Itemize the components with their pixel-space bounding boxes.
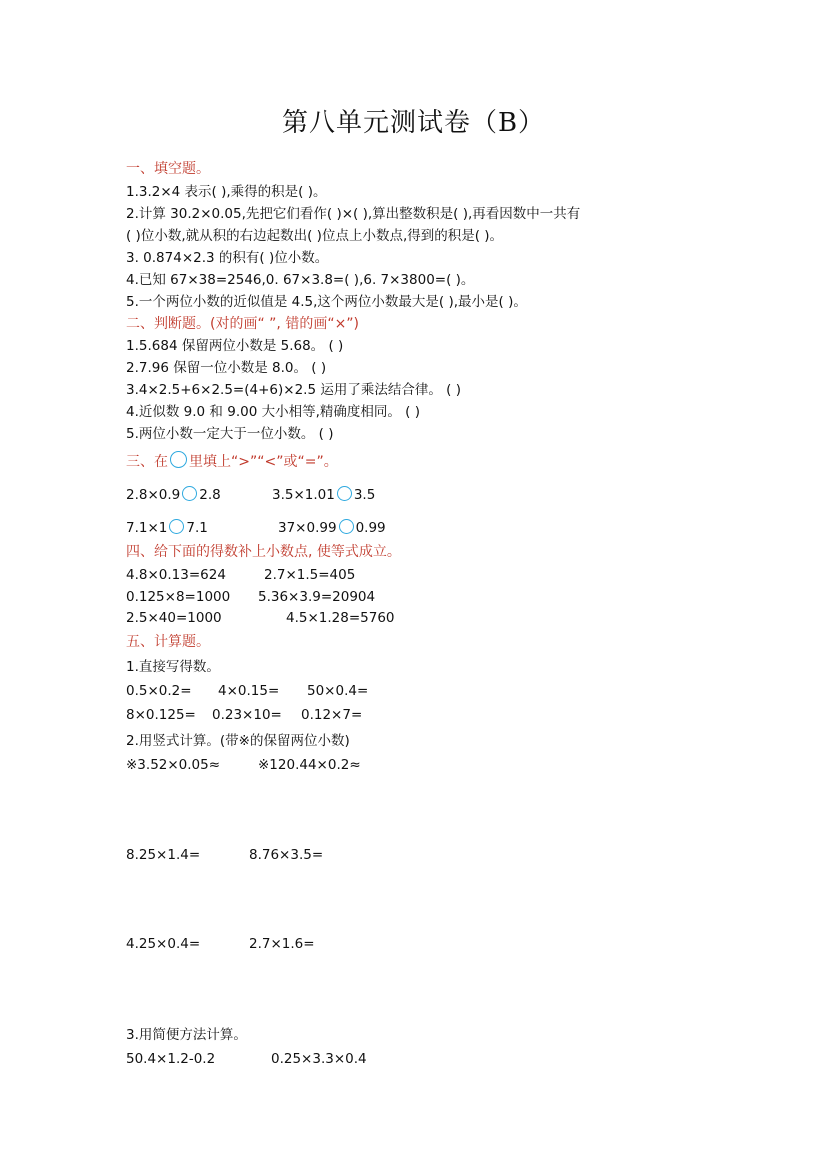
answer-circle[interactable] <box>182 486 197 501</box>
s3-compare-2a <box>126 519 208 536</box>
s3-heading-post: 里填上“>”“<”或“=”。 <box>189 454 338 470</box>
section-4-heading: 四、给下面的得数补上小数点, 使等式成立。 <box>126 544 401 560</box>
section-1-heading: 一、填空题。 <box>126 161 210 177</box>
vertical-calc-item: 4.25×0.4= <box>126 936 201 952</box>
vertical-calc-item: 2.7×1.6= <box>249 936 315 952</box>
vertical-calc-item: ※3.52×0.05≈ <box>126 757 221 773</box>
vertical-calc-item: 8.25×1.4= <box>126 847 201 863</box>
simplify-calc-item: 0.25×3.3×0.4 <box>271 1051 367 1067</box>
direct-calc-item: 0.12×7= <box>301 707 363 723</box>
s4-equation-1a: 4.8×0.13=624 <box>126 567 226 583</box>
compare-left: 2.8×0.9 <box>126 487 181 503</box>
s3-compare-2b <box>278 519 386 536</box>
compare-right: 2.8 <box>199 487 221 503</box>
compare-right: 7.1 <box>186 520 208 536</box>
simplify-calc-item: 50.4×1.2-0.2 <box>126 1051 216 1067</box>
direct-calc-item: 4×0.15= <box>218 683 280 699</box>
s2-question-4: 4.近似数 9.0 和 9.00 大小相等,精确度相同。 ( ) <box>126 404 420 420</box>
s4-equation-3a: 2.5×40=1000 <box>126 610 222 626</box>
s2-question-1: 1.5.684 保留两位小数是 5.68。 ( ) <box>126 338 344 354</box>
answer-circle[interactable] <box>337 486 352 501</box>
section-5-heading: 五、计算题。 <box>126 634 210 650</box>
s5-sub-1: 1.直接写得数。 <box>126 659 220 675</box>
s3-heading-pre: 三、在 <box>126 454 168 470</box>
s2-question-3: 3.4×2.5+6×2.5=(4+6)×2.5 运用了乘法结合律。 ( ) <box>126 382 461 398</box>
page-title: 第八单元测试卷（B） <box>281 108 546 138</box>
section-3-heading <box>126 451 338 471</box>
compare-left: 7.1×1 <box>126 520 168 536</box>
s1-question-5: 5.一个两位小数的近似值是 4.5,这个两位小数最大是( ),最小是( )。 <box>126 294 527 310</box>
s1-question-3: 3. 0.874×2.3 的积有( )位小数。 <box>126 250 329 266</box>
answer-circle[interactable] <box>339 519 354 534</box>
section-2-heading: 二、判断题。(对的画“ ”, 错的画“×”) <box>126 316 360 332</box>
s1-question-2b: ( )位小数,就从积的右边起数出( )位点上小数点,得到的积是( )。 <box>126 228 504 244</box>
s4-equation-1b: 2.7×1.5=405 <box>264 567 356 583</box>
s1-question-4: 4.已知 67×38=2546,0. 67×3.8=( ),6. 7×3800=( )。 <box>126 272 475 288</box>
vertical-calc-item: ※120.44×0.2≈ <box>258 757 361 773</box>
compare-left: 37×0.99 <box>278 520 337 536</box>
s3-compare-1b <box>272 486 375 503</box>
compare-left: 3.5×1.01 <box>272 487 335 503</box>
direct-calc-item: 8×0.125= <box>126 707 196 723</box>
s1-question-2a: 2.计算 30.2×0.05,先把它们看作( )×( ),算出整数积是( ),再看因数中一共有 <box>126 206 581 222</box>
s5-sub-2: 2.用竖式计算。(带※的保留两位小数) <box>126 733 350 749</box>
s1-question-1: 1.3.2×4 表示( ),乘得的积是( )。 <box>126 184 327 200</box>
direct-calc-item: 50×0.4= <box>307 683 369 699</box>
s4-equation-2a: 0.125×8=1000 <box>126 589 231 605</box>
compare-right: 3.5 <box>353 487 376 503</box>
s2-question-2: 2.7.96 保留一位小数是 8.0。 ( ) <box>126 360 327 376</box>
vertical-calc-item: 8.76×3.5= <box>249 847 324 863</box>
direct-calc-item: 0.23×10= <box>212 707 282 723</box>
direct-calc-item: 0.5×0.2= <box>126 683 192 699</box>
answer-circle[interactable] <box>169 519 184 534</box>
s4-equation-2b: 5.36×3.9=20904 <box>258 589 376 605</box>
circle-icon <box>170 451 187 468</box>
s3-compare-1a <box>126 486 221 503</box>
s5-sub-3: 3.用简便方法计算。 <box>126 1027 247 1043</box>
compare-right: 0.99 <box>355 520 386 536</box>
s2-question-5: 5.两位小数一定大于一位小数。 ( ) <box>126 426 334 442</box>
s4-equation-3b: 4.5×1.28=5760 <box>286 610 395 626</box>
